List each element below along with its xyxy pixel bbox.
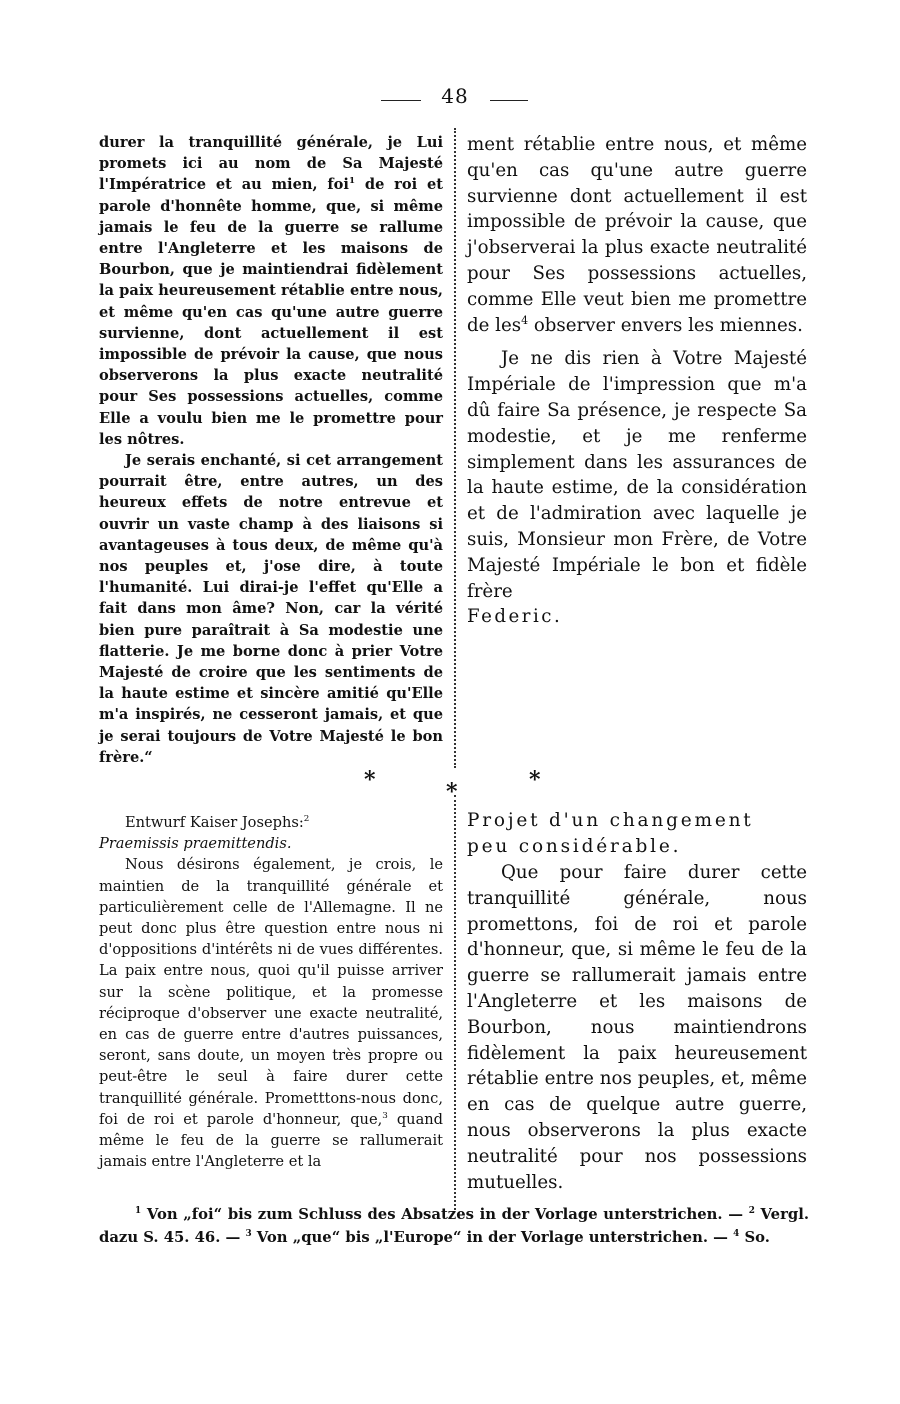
column-divider-upper [454, 128, 456, 768]
draft-text-end: quand même le feu de la guerre se rallumerait jamais entre l'Angleterre et la [99, 1110, 444, 1171]
upper-left-paragraph-1 [99, 132, 443, 450]
upper-right-paragraph-2: Je ne dis rien à Votre Majesté Impériale de l'impression que m'a dû faire Sa présence, je respecte Sa modestie, et je me renferme simplement dans les assurances de la haute estime, de la considération et de l'admiration avec laquelle je suis, Monsieur mon Frère, de Votre Majesté Impériale le bon et fidèle frère [467, 348, 807, 602]
footnote-mark-1: 1 [135, 1206, 142, 1217]
footnote-4: So. [739, 1229, 770, 1246]
upper-right-text-a-end: observer envers les miennes. [528, 314, 803, 336]
draft-heading [99, 812, 443, 833]
footnote-mark-4: 4 [733, 1229, 740, 1240]
lower-right-column [467, 808, 807, 1195]
footnote-mark-2: 2 [748, 1206, 755, 1217]
footnote-2: Vergl. dazu S. 45. 46. — [99, 1206, 809, 1246]
draft-heading-text: Entwurf Kaiser Josephs: [125, 814, 304, 831]
separator-star-center: * [446, 779, 458, 805]
footnotes [99, 1203, 809, 1249]
separator-star-right: * [529, 767, 541, 793]
lower-left-column [99, 812, 443, 1172]
upper-left-text-2: de roi et parole d'honnête homme, que, si même jamais le feu de la guerre se rallume entre l'Angleterre et les maisons de Bourbon, que je maintiendrai fidèlement la paix heureusement rétablie entre nous, et même qu'en cas qu'une autre guerre survienne, dont actuellement il est impossible de prévoir la cause, que nous observerons la plus exacte neutralité pour Ses possessions actuelles, comme Elle a voulu bien me le promettre pour les nôtres. [99, 176, 443, 448]
column-divider-lower [454, 795, 456, 1210]
upper-left-text-1: durer la tranquillité générale, je Lui promets ici au nom de Sa Majesté l'Impératrice et au mien, foi [99, 134, 443, 194]
page-header [0, 84, 900, 114]
signature: Federic. [467, 606, 563, 628]
header-rule-left [381, 100, 421, 101]
footnote-3: Von „que“ bis „l'Europe“ in der Vorlage unterstrichen. — [251, 1229, 734, 1246]
footnote-ref-1: 1 [348, 176, 356, 187]
project-paragraph: Que pour faire durer cette tranquillité générale, nous promettons, foi de roi et parole d'honneur, que, si même le feu de la guerre se rallumerait jamais entre l'Angleterre et les maisons de Bourbon, nous maintiendrons fidèlement la paix heureusement rétablie entre nos peuples, et, même en cas de quelque autre guerre, nous observerons la plus exacte neutralité pour nos possessions mutuelles. [467, 862, 807, 1193]
separator-star-left: * [364, 767, 376, 793]
footnote-block [99, 1203, 809, 1249]
page-number: 48 [441, 84, 469, 108]
footnote-mark-3: 3 [245, 1229, 252, 1240]
upper-left-column [99, 132, 443, 768]
project-heading-line-1: Projet d'un changement [467, 810, 754, 831]
footnote-ref-4: 4 [521, 313, 529, 327]
upper-left-paragraph-2: Je serais enchanté, si cet arrangement pourrait être, entre autres, un des heureux effets de notre entrevue et ouvrir un vaste champ à des liaisons si avantageuses à tous deux, de même qu'à nos peuples et, j'ose dire, à toute l'humanité. Lui dirai-je l'effet qu'Elle a fait dans mon âme? Non, car la vérité bien pure paraîtrait à Sa modestie une flatterie. Je me borne donc à prier Votre Majesté de croire que les sentiments de la haute estime et sincère amitié qu'Elle m'a inspirés, ne cesseront jamais, et que je serai toujours de Votre Majesté le bon frère.“ [99, 452, 443, 766]
project-heading [467, 808, 807, 860]
footnote-1: Von „foi“ bis zum Schluss des Absatzes in der Vorlage unterstrichen. — [141, 1206, 749, 1223]
footnote-ref-3: 3 [382, 1110, 388, 1121]
header-rule-right [490, 100, 528, 101]
upper-right-column [467, 132, 807, 630]
footnote-ref-2: 2 [303, 814, 310, 825]
draft-text: Nous désirons également, je crois, le maintien de la tranquillité générale et particulièrement celle de l'Allemagne. Il ne peut donc plus être question entre nous ni d'oppositions d'intérêts ni de vues différentes. La paix entre nous, quoi qu'il puisse arriver sur la scène politique, et la promesse réciproque d'observer une exacte neutralité, en cas de guerre entre d'autres puissances, seront, sans doute, un moyen très propre ou peut-être le seul à faire durer cette tranquillité générale. Prometttons-nous donc, foi de roi et parole d'honneur, que, [99, 856, 443, 1128]
project-heading-line-2: peu considérable. [467, 836, 682, 857]
upper-right-paragraph-1 [467, 132, 807, 338]
upper-right-text-a: ment rétablie entre nous, et même qu'en cas qu'une autre guerre survienne dont actuellement il est impossible de prévoir la cause, que j'observerai la plus exacte neutralité pour Ses possessions actuelles, comme Elle veut bien me promettre de les [467, 134, 807, 336]
draft-subheading: Praemissis praemittendis. [99, 835, 292, 853]
draft-paragraph [99, 854, 443, 1172]
